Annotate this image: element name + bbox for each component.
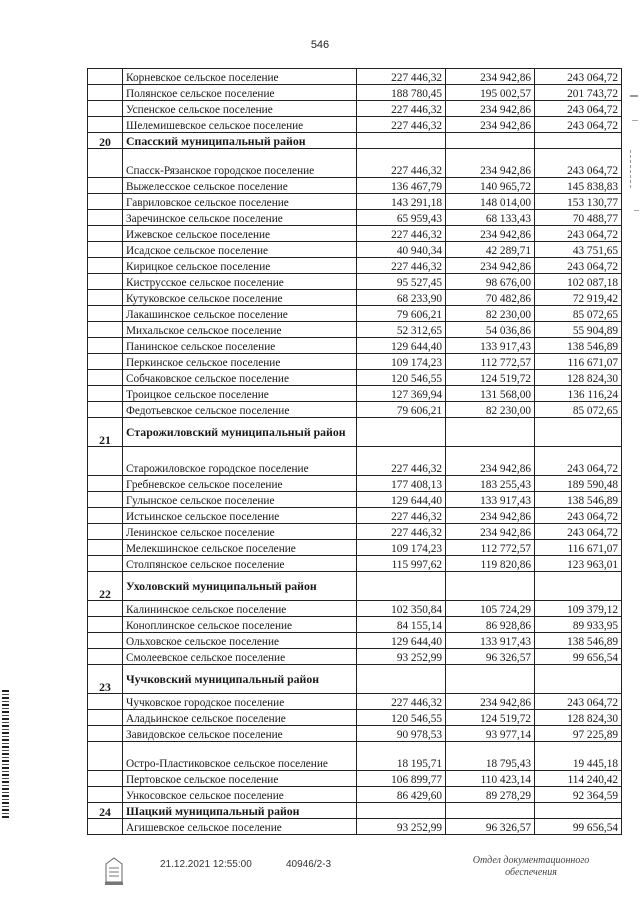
row-number (88, 649, 123, 665)
row-number (88, 370, 123, 386)
row-number (88, 556, 123, 572)
table-row (88, 742, 622, 771)
amount-2024: 138 546,89 (535, 492, 622, 508)
row-number (88, 290, 123, 306)
amount-2023: 133 917,43 (446, 338, 535, 354)
amount-2023: 54 036,86 (446, 322, 535, 338)
settlement-name: Мелекшинское сельское поселение (123, 540, 357, 556)
row-number (88, 771, 123, 787)
settlement-name: Шелемишевское сельское поселение (123, 117, 357, 133)
district-row (88, 133, 622, 149)
row-number (88, 178, 123, 194)
settlement-name: Ухоловский муниципальный район (123, 572, 357, 601)
amount-2022 (357, 803, 446, 819)
settlement-name: Гулынское сельское поселение (123, 492, 357, 508)
amount-2024: 189 590,48 (535, 476, 622, 492)
amount-2024: 136 116,24 (535, 386, 622, 402)
settlement-name: Полянское сельское поселение (123, 85, 357, 101)
table-row (88, 274, 622, 290)
settlement-name: Ленинское сельское поселение (123, 524, 357, 540)
amount-2024: 99 656,54 (535, 819, 622, 835)
stamp-line-2: обеспечения (505, 867, 557, 878)
amount-2023: 234 942,86 (446, 524, 535, 540)
amount-2023: 195 002,57 (446, 85, 535, 101)
stamp-line-1: Отдел документационного (472, 855, 590, 866)
amount-2024: 243 064,72 (535, 69, 622, 85)
row-number (88, 694, 123, 710)
table-row (88, 633, 622, 649)
amount-2022: 109 174,23 (357, 354, 446, 370)
amount-2022: 52 312,65 (357, 322, 446, 338)
amount-2023: 86 928,86 (446, 617, 535, 633)
amount-2024 (535, 418, 622, 447)
table-row (88, 771, 622, 787)
amount-2022: 129 644,40 (357, 633, 446, 649)
row-number (88, 633, 123, 649)
amount-2022: 227 446,32 (357, 69, 446, 85)
table-row (88, 694, 622, 710)
amount-2022: 106 899,77 (357, 771, 446, 787)
table-row (88, 476, 622, 492)
amount-2022: 109 174,23 (357, 540, 446, 556)
settlement-name: Гавриловское сельское поселение (123, 194, 357, 210)
row-number (88, 787, 123, 803)
amount-2023: 96 326,57 (446, 649, 535, 665)
row-number: 20 (88, 133, 123, 149)
page-number: 546 (310, 39, 330, 51)
table-row (88, 601, 622, 617)
table-row (88, 306, 622, 322)
row-number (88, 402, 123, 418)
table-row (88, 242, 622, 258)
amount-2024: 138 546,89 (535, 633, 622, 649)
amount-2023: 234 942,86 (446, 149, 535, 178)
scan-barcode-strip (2, 690, 9, 820)
table-row (88, 226, 622, 242)
scan-edge-mark (630, 95, 638, 97)
table-row (88, 524, 622, 540)
settlement-name: Исадское сельское поселение (123, 242, 357, 258)
amount-2024 (535, 803, 622, 819)
table-row (88, 149, 622, 178)
settlement-name: Чучковское городское поселение (123, 694, 357, 710)
table-row (88, 258, 622, 274)
amount-2024: 55 904,89 (535, 322, 622, 338)
settlement-name: Заречинское сельское поселение (123, 210, 357, 226)
amount-2022: 129 644,40 (357, 338, 446, 354)
amount-2023: 234 942,86 (446, 694, 535, 710)
table-row (88, 85, 622, 101)
amount-2024 (535, 133, 622, 149)
settlement-name: Собчаковское сельское поселение (123, 370, 357, 386)
amount-2023: 89 278,29 (446, 787, 535, 803)
amount-2024: 243 064,72 (535, 101, 622, 117)
row-number (88, 69, 123, 85)
settlement-name: Старожиловский муниципальный район (123, 418, 357, 447)
amount-2022: 65 959,43 (357, 210, 446, 226)
amount-2023: 68 133,43 (446, 210, 535, 226)
amount-2024: 153 130,77 (535, 194, 622, 210)
settlement-name: Коноплинское сельское поселение (123, 617, 357, 633)
amount-2024: 116 671,07 (535, 354, 622, 370)
district-row (88, 572, 622, 601)
settlement-name: Перкинское сельское поселение (123, 354, 357, 370)
amount-2022: 227 446,32 (357, 447, 446, 476)
row-number (88, 117, 123, 133)
row-number (88, 242, 123, 258)
amount-2024: 243 064,72 (535, 524, 622, 540)
settlement-name: Пертовское сельское поселение (123, 771, 357, 787)
amount-2024: 138 546,89 (535, 338, 622, 354)
settlement-name: Михальское сельское поселение (123, 322, 357, 338)
row-number (88, 85, 123, 101)
amount-2024: 114 240,42 (535, 771, 622, 787)
settlement-name: Калининское сельское поселение (123, 601, 357, 617)
amount-2024: 145 838,83 (535, 178, 622, 194)
settlement-name: Ижевское сельское поселение (123, 226, 357, 242)
row-number (88, 601, 123, 617)
amount-2022: 227 446,32 (357, 258, 446, 274)
settlement-name: Аладьинское сельское поселение (123, 710, 357, 726)
settlement-name: Спасск-Рязанское городское поселение (123, 149, 357, 178)
settlement-name: Смолеевское сельское поселение (123, 649, 357, 665)
settlement-name: Федотьевское сельское поселение (123, 402, 357, 418)
table-row (88, 726, 622, 742)
amount-2024: 97 225,89 (535, 726, 622, 742)
row-number (88, 226, 123, 242)
settlement-name: Гребневское сельское поселение (123, 476, 357, 492)
row-number: 22 (88, 572, 123, 601)
table-row (88, 710, 622, 726)
row-number (88, 258, 123, 274)
amount-2022: 79 606,21 (357, 402, 446, 418)
amount-2023: 42 289,71 (446, 242, 535, 258)
amount-2024: 85 072,65 (535, 306, 622, 322)
amount-2024: 123 963,01 (535, 556, 622, 572)
amount-2023: 96 326,57 (446, 819, 535, 835)
row-number (88, 101, 123, 117)
row-number (88, 508, 123, 524)
amount-2024: 243 064,72 (535, 226, 622, 242)
amount-2024: 19 445,18 (535, 742, 622, 771)
table-row (88, 540, 622, 556)
amount-2023: 148 014,00 (446, 194, 535, 210)
amount-2022: 84 155,14 (357, 617, 446, 633)
table-row (88, 370, 622, 386)
settlement-name: Корневское сельское поселение (123, 69, 357, 85)
amount-2022: 227 446,32 (357, 226, 446, 242)
amount-2022 (357, 665, 446, 694)
scan-edge-mark (632, 120, 638, 121)
row-number (88, 386, 123, 402)
amount-2023 (446, 572, 535, 601)
amount-2024: 102 087,18 (535, 274, 622, 290)
settlement-name: Спасский муниципальный район (123, 133, 357, 149)
table-row (88, 101, 622, 117)
amount-2022: 93 252,99 (357, 819, 446, 835)
amount-2023: 234 942,86 (446, 101, 535, 117)
table-row (88, 322, 622, 338)
settlement-name: Агишевское сельское поселение (123, 819, 357, 835)
amount-2022: 86 429,60 (357, 787, 446, 803)
amount-2022: 68 233,90 (357, 290, 446, 306)
amount-2023: 93 977,14 (446, 726, 535, 742)
settlement-name: Истьинское сельское поселение (123, 508, 357, 524)
amount-2022: 18 195,71 (357, 742, 446, 771)
table-row (88, 447, 622, 476)
row-number (88, 617, 123, 633)
amount-2024: 109 379,12 (535, 601, 622, 617)
amount-2022: 90 978,53 (357, 726, 446, 742)
table-row (88, 178, 622, 194)
amount-2022: 115 997,62 (357, 556, 446, 572)
amount-2024: 89 933,95 (535, 617, 622, 633)
amount-2023 (446, 665, 535, 694)
amount-2023: 124 519,72 (446, 370, 535, 386)
amount-2022: 127 369,94 (357, 386, 446, 402)
row-number: 23 (88, 665, 123, 694)
table-row (88, 194, 622, 210)
table-row (88, 386, 622, 402)
settlement-name: Завидовское сельское поселение (123, 726, 357, 742)
amount-2024: 70 488,77 (535, 210, 622, 226)
row-number (88, 492, 123, 508)
amount-2023: 234 942,86 (446, 69, 535, 85)
amount-2022 (357, 133, 446, 149)
table-row (88, 338, 622, 354)
amount-2024: 243 064,72 (535, 149, 622, 178)
amount-2023: 133 917,43 (446, 633, 535, 649)
amount-2022: 136 467,79 (357, 178, 446, 194)
amount-2023: 234 942,86 (446, 117, 535, 133)
district-row (88, 418, 622, 447)
row-number: 21 (88, 418, 123, 447)
amount-2024: 243 064,72 (535, 117, 622, 133)
row-number (88, 524, 123, 540)
table-row (88, 290, 622, 306)
amount-2024: 128 824,30 (535, 710, 622, 726)
row-number (88, 322, 123, 338)
footer-doc-id: 40946/2-3 (286, 859, 332, 870)
amount-2023: 82 230,00 (446, 402, 535, 418)
district-row (88, 665, 622, 694)
amount-2024: 72 919,42 (535, 290, 622, 306)
table-row (88, 69, 622, 85)
table-row (88, 508, 622, 524)
row-number (88, 710, 123, 726)
amount-2022: 227 446,32 (357, 101, 446, 117)
amount-2023: 105 724,29 (446, 601, 535, 617)
row-number (88, 726, 123, 742)
table-row (88, 492, 622, 508)
amount-2023: 112 772,57 (446, 540, 535, 556)
amount-2024: 43 751,65 (535, 242, 622, 258)
amount-2024: 99 656,54 (535, 649, 622, 665)
settlement-name: Остро-Пластиковское сельское поселение (123, 742, 357, 771)
row-number (88, 540, 123, 556)
amount-2024: 116 671,07 (535, 540, 622, 556)
row-number: 24 (88, 803, 123, 819)
amount-2024: 201 743,72 (535, 85, 622, 101)
amount-2022: 227 446,32 (357, 694, 446, 710)
amount-2024: 243 064,72 (535, 694, 622, 710)
amount-2023 (446, 803, 535, 819)
settlement-name: Шацкий муниципальный район (123, 803, 357, 819)
coat-of-arms-logo (103, 856, 125, 891)
settlement-name: Кутуковское сельское поселение (123, 290, 357, 306)
amount-2022: 143 291,18 (357, 194, 446, 210)
amount-2022: 120 546,55 (357, 710, 446, 726)
amount-2024: 243 064,72 (535, 258, 622, 274)
row-number (88, 210, 123, 226)
amount-2023: 183 255,43 (446, 476, 535, 492)
amount-2023: 18 795,43 (446, 742, 535, 771)
row-number (88, 149, 123, 178)
scan-edge-mark (630, 150, 639, 188)
settlement-name: Киструсское сельское поселение (123, 274, 357, 290)
settlement-name: Успенское сельское поселение (123, 101, 357, 117)
amount-2023: 234 942,86 (446, 447, 535, 476)
budget-table (87, 68, 622, 835)
amount-2022: 79 606,21 (357, 306, 446, 322)
amount-2023: 98 676,00 (446, 274, 535, 290)
settlement-name: Троицкое сельское поселение (123, 386, 357, 402)
amount-2023: 110 423,14 (446, 771, 535, 787)
amount-2024: 243 064,72 (535, 508, 622, 524)
amount-2023: 82 230,00 (446, 306, 535, 322)
row-number (88, 447, 123, 476)
amount-2022: 120 546,55 (357, 370, 446, 386)
row-number (88, 306, 123, 322)
table-row (88, 210, 622, 226)
amount-2022 (357, 572, 446, 601)
settlement-name: Кирицкое сельское поселение (123, 258, 357, 274)
amount-2023: 133 917,43 (446, 492, 535, 508)
district-row (88, 803, 622, 819)
amount-2024: 128 824,30 (535, 370, 622, 386)
amount-2023: 234 942,86 (446, 226, 535, 242)
row-number (88, 194, 123, 210)
amount-2024 (535, 665, 622, 694)
settlement-name: Панинское сельское поселение (123, 338, 357, 354)
row-number (88, 742, 123, 771)
amount-2024: 243 064,72 (535, 447, 622, 476)
settlement-name: Выжелесское сельское поселение (123, 178, 357, 194)
amount-2022: 177 408,13 (357, 476, 446, 492)
amount-2023: 131 568,00 (446, 386, 535, 402)
settlement-name: Лакашинское сельское поселение (123, 306, 357, 322)
amount-2024 (535, 572, 622, 601)
settlement-name: Чучковский муниципальный район (123, 665, 357, 694)
amount-2023: 124 519,72 (446, 710, 535, 726)
settlement-name: Ольховское сельское поселение (123, 633, 357, 649)
department-stamp (466, 855, 596, 879)
footer-datetime: 21.12.2021 12:55:00 (160, 859, 252, 870)
amount-2023: 119 820,86 (446, 556, 535, 572)
amount-2022: 227 446,32 (357, 149, 446, 178)
row-number (88, 274, 123, 290)
row-number (88, 819, 123, 835)
table-row (88, 819, 622, 835)
amount-2022: 227 446,32 (357, 117, 446, 133)
amount-2023: 70 482,86 (446, 290, 535, 306)
amount-2022: 227 446,32 (357, 508, 446, 524)
amount-2022: 129 644,40 (357, 492, 446, 508)
table-row (88, 354, 622, 370)
amount-2023 (446, 418, 535, 447)
settlement-name: Столпянское сельское поселение (123, 556, 357, 572)
amount-2022: 95 527,45 (357, 274, 446, 290)
settlement-name: Старожиловское городское поселение (123, 447, 357, 476)
amount-2022 (357, 418, 446, 447)
table-row (88, 649, 622, 665)
amount-2024: 92 364,59 (535, 787, 622, 803)
row-number (88, 354, 123, 370)
amount-2022: 40 940,34 (357, 242, 446, 258)
table-row (88, 617, 622, 633)
amount-2023: 234 942,86 (446, 508, 535, 524)
amount-2023 (446, 133, 535, 149)
row-number (88, 476, 123, 492)
amount-2022: 188 780,45 (357, 85, 446, 101)
amount-2022: 102 350,84 (357, 601, 446, 617)
amount-2023: 112 772,57 (446, 354, 535, 370)
row-number (88, 338, 123, 354)
scan-edge-mark (634, 210, 639, 211)
amount-2023: 234 942,86 (446, 258, 535, 274)
amount-2022: 93 252,99 (357, 649, 446, 665)
settlement-name: Ункосовское сельское поселение (123, 787, 357, 803)
amount-2024: 85 072,65 (535, 402, 622, 418)
amount-2023: 140 965,72 (446, 178, 535, 194)
table-row (88, 402, 622, 418)
table-row (88, 787, 622, 803)
table-row (88, 117, 622, 133)
table-row (88, 556, 622, 572)
amount-2022: 227 446,32 (357, 524, 446, 540)
